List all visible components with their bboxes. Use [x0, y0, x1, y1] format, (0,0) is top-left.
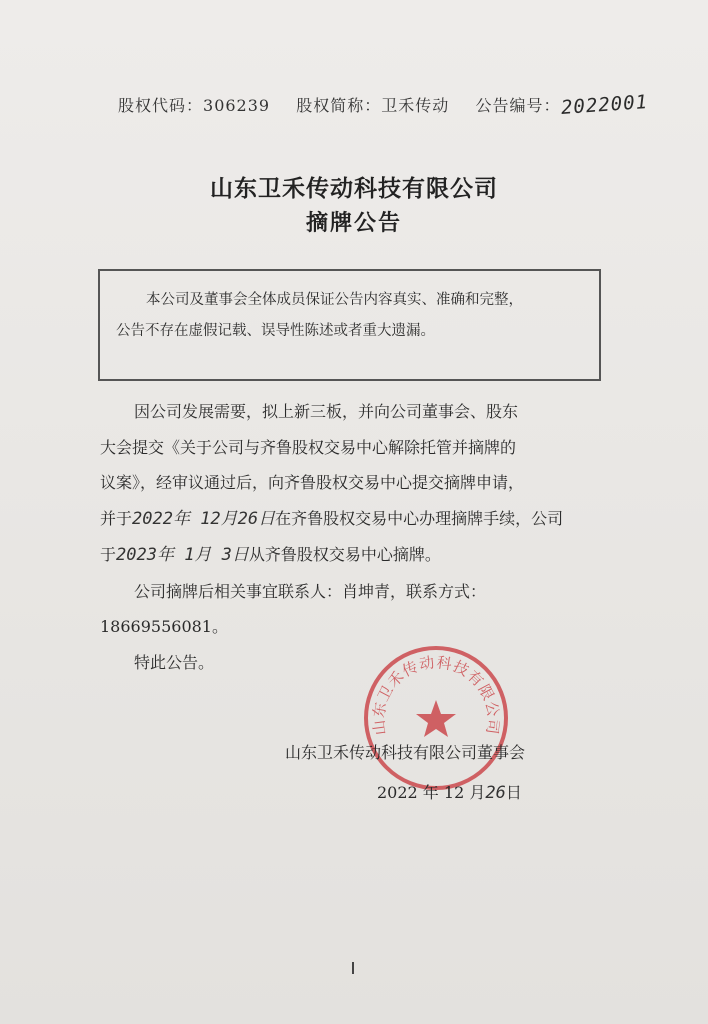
body-text-part: 在齐鲁股权交易中心办理摘牌手续，公司: [275, 508, 564, 528]
handwritten-day: 26: [485, 783, 506, 803]
stock-short-label: 股权简称：: [296, 96, 382, 115]
body-text-part: 并于: [100, 508, 133, 528]
notice-number: 2022001: [559, 90, 649, 120]
body-line: 大会提交《关于公司与齐鲁股权交易中心解除托管并摘牌的: [100, 437, 517, 457]
contact-phone: 18669556081。: [100, 617, 228, 636]
contact-line: 公司摘牌后相关事宜联系人：肖坤青，联系方式：: [134, 581, 487, 601]
body-line: [100, 501, 610, 538]
handwritten-date: 2022年 12月26日: [132, 508, 276, 529]
stock-code: 306239: [203, 96, 271, 115]
page-mark: [352, 962, 354, 974]
body-text-part: 从齐鲁股权交易中心摘牌。: [248, 545, 441, 564]
disclaimer-line-2: 公告不存在虚假记载、误导性陈述或者重大遗漏。: [116, 323, 435, 339]
stock-code-label: 股权代码：: [118, 96, 204, 115]
company-seal-icon: [362, 644, 510, 792]
signer: 山东卫禾传动科技有限公司董事会: [285, 743, 526, 762]
date-part: 日: [505, 783, 522, 802]
body-line: 因公司发展需要，拟上新三板，并向公司董事会、股东: [134, 402, 519, 421]
document-title: 摘牌公告: [305, 211, 402, 236]
body-text-part: 于: [100, 545, 117, 564]
handwritten-date: 2023年 1月 3日: [116, 545, 249, 565]
stock-short-name: 卫禾传动: [381, 96, 450, 115]
header-line: [118, 90, 698, 120]
company-title: 山东卫禾传动科技有限公司: [210, 176, 498, 202]
notice-number-label: 公告编号：: [475, 96, 561, 115]
body-line: [100, 537, 610, 574]
body-line: 议案》，经审议通过后，向齐鲁股权交易中心提交摘牌申请，: [100, 473, 525, 492]
closing-line: 特此公告。: [134, 652, 215, 672]
disclaimer-line-1: 本公司及董事会全体成员保证公告内容真实、准确和完整，: [146, 292, 523, 308]
disclaimer-box: [98, 269, 601, 381]
signature-date: [377, 780, 522, 803]
seal-text: 山东卫禾传动科技有限公司: [369, 653, 503, 737]
date-part: 2022 年 12 月: [377, 783, 486, 802]
body-text: [100, 394, 610, 680]
